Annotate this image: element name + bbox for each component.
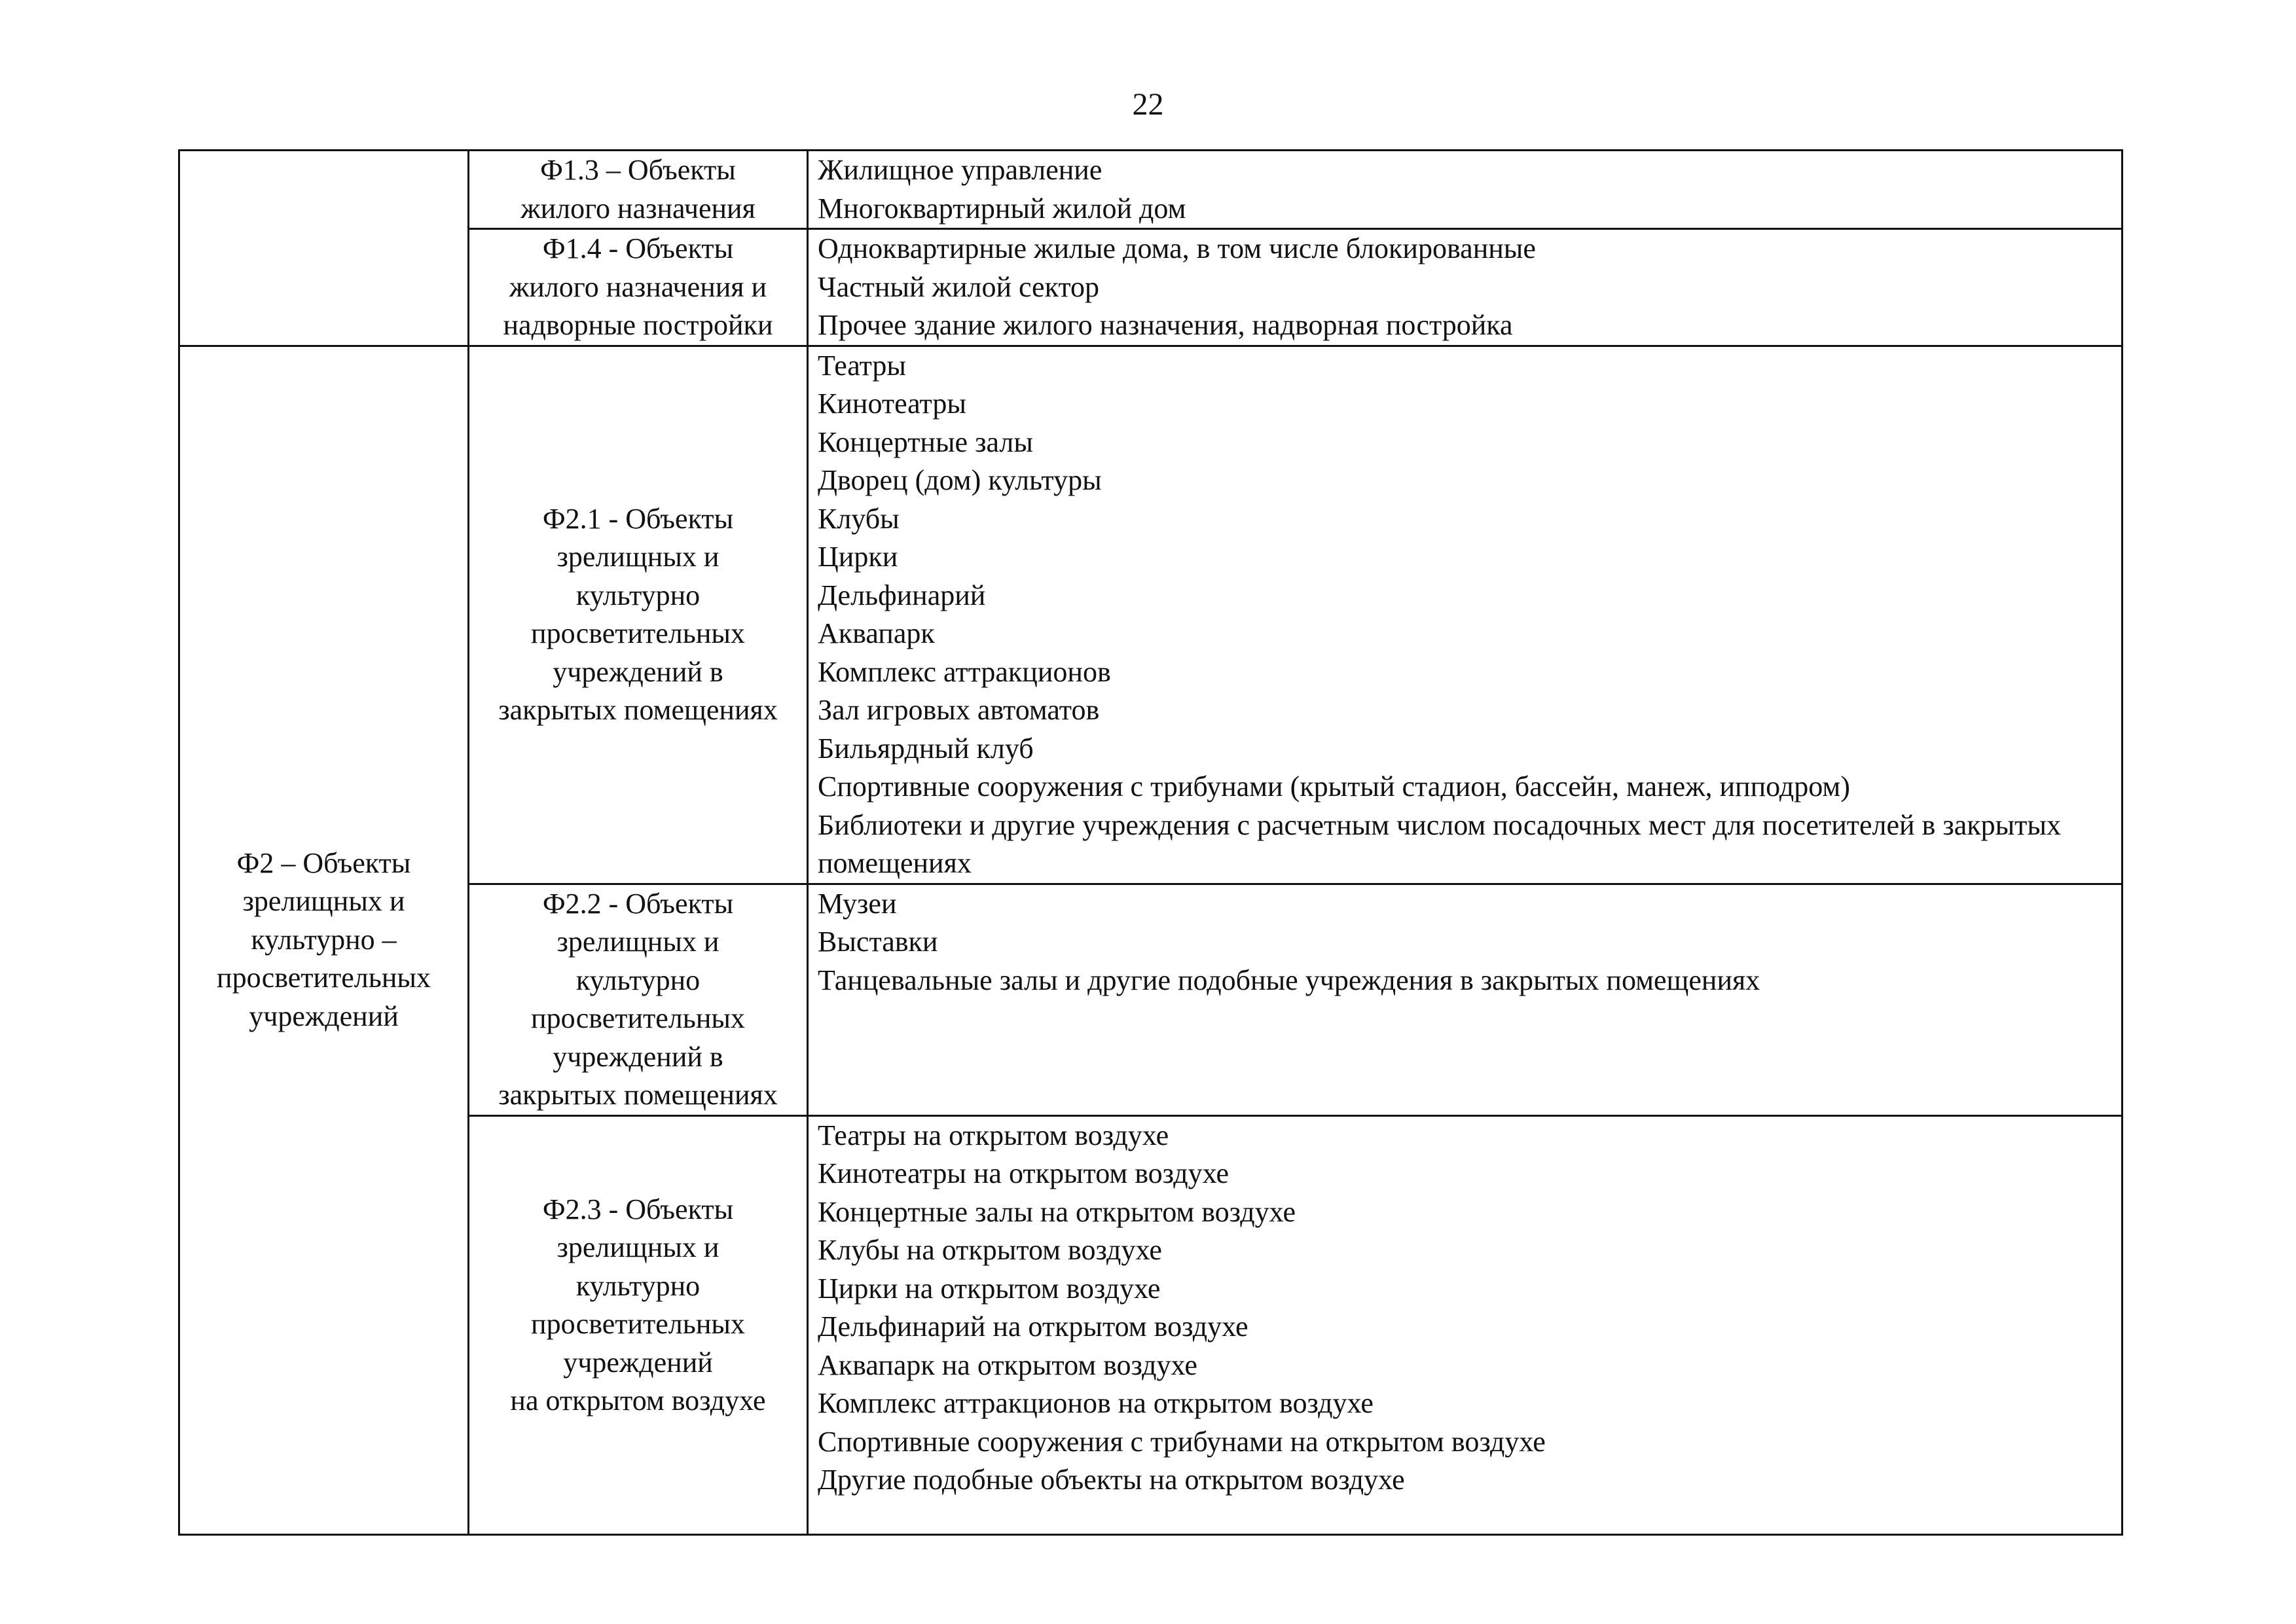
list-item: Кинотеатры: [818, 388, 966, 420]
list-item: Клубы на открытом воздухе: [818, 1234, 1162, 1266]
table-row: [179, 884, 2123, 1115]
table-row: [179, 1115, 2123, 1534]
list-item: Дворец (дом) культуры: [818, 464, 1102, 496]
table-row: [179, 229, 2123, 346]
table-row: [179, 151, 2123, 229]
list-item: Зал игровых автоматов: [818, 694, 1100, 726]
subclass-items-f2-2: [808, 884, 2123, 1115]
list-item: Кинотеатры на открытом воздухе: [818, 1157, 1230, 1189]
table-row: [179, 346, 2123, 884]
subclass-items-f2-1: [808, 346, 2123, 884]
list-item: Театры на открытом воздухе: [818, 1119, 1169, 1151]
subclass-items-f2-3: [808, 1115, 2123, 1534]
subclass-label-f1-4: Ф1.4 - Объекты жилого назначения и надворные постройки: [469, 229, 808, 346]
subclass-label-f1-3: Ф1.3 – Объекты жилого назначения: [469, 151, 808, 229]
list-item: Аквапарк: [818, 617, 935, 649]
list-item: Танцевальные залы и другие подобные учреждения в закрытых помещениях: [818, 964, 1760, 996]
list-item: Многоквартирный жилой дом: [818, 192, 1186, 225]
list-item: Библиотеки и другие учреждения с расчетным числом посадочных мест для посетителей в закрытых помещениях: [818, 808, 2061, 879]
classification-table: [178, 149, 2123, 1536]
list-item: Жилищное управление: [818, 154, 1102, 186]
list-item: Дельфинарий на открытом воздухе: [818, 1310, 1248, 1343]
list-item: Цирки: [818, 541, 898, 573]
list-item: Музеи: [818, 887, 897, 920]
list-item: Клубы: [818, 502, 900, 535]
list-item: Дельфинарий: [818, 579, 986, 611]
subclass-label-f2-3: Ф2.3 - Объекты зрелищных и культурно просветительных учреждений на открытом воздухе: [469, 1115, 808, 1534]
list-item: Другие подобные объекты на открытом воздухе: [818, 1464, 1405, 1496]
list-item: Цирки на открытом воздухе: [818, 1272, 1161, 1305]
subclass-items-f1-3: [808, 151, 2123, 229]
list-item: Комплекс аттракционов: [818, 655, 1111, 688]
list-item: Театры: [818, 349, 906, 382]
subclass-items-f1-4: [808, 229, 2123, 346]
subclass-label-f2-2: Ф2.2 - Объекты зрелищных и культурно просветительных учреждений в закрытых помещениях: [469, 884, 808, 1115]
empty-category-cell: [179, 151, 469, 346]
list-item: Комплекс аттракционов на открытом воздухе: [818, 1387, 1374, 1419]
list-item: Концертные залы: [818, 425, 1033, 458]
list-item: Аквапарк на открытом воздухе: [818, 1348, 1197, 1381]
list-item: Прочее здание жилого назначения, надворная постройка: [818, 309, 1513, 341]
list-item: Концертные залы на открытом воздухе: [818, 1195, 1296, 1228]
class-label-f2: Ф2 – Объекты зрелищных и культурно – просветительных учреждений: [179, 346, 469, 1534]
list-item: Спортивные сооружения с трибунами на открытом воздухе: [818, 1425, 1546, 1458]
list-item: Частный жилой сектор: [818, 270, 1100, 303]
subclass-label-f2-1: Ф2.1 - Объекты зрелищных и культурно просветительных учреждений в закрытых помещениях: [469, 346, 808, 884]
list-item: Бильярдный клуб: [818, 732, 1034, 765]
list-item: Одноквартирные жилые дома, в том числе блокированные: [818, 232, 1536, 264]
list-item: Спортивные сооружения с трибунами (крытый стадион, бассейн, манеж, ипподром): [818, 770, 1850, 803]
page-number: 22: [1132, 87, 1164, 122]
list-item: Выставки: [818, 926, 938, 958]
